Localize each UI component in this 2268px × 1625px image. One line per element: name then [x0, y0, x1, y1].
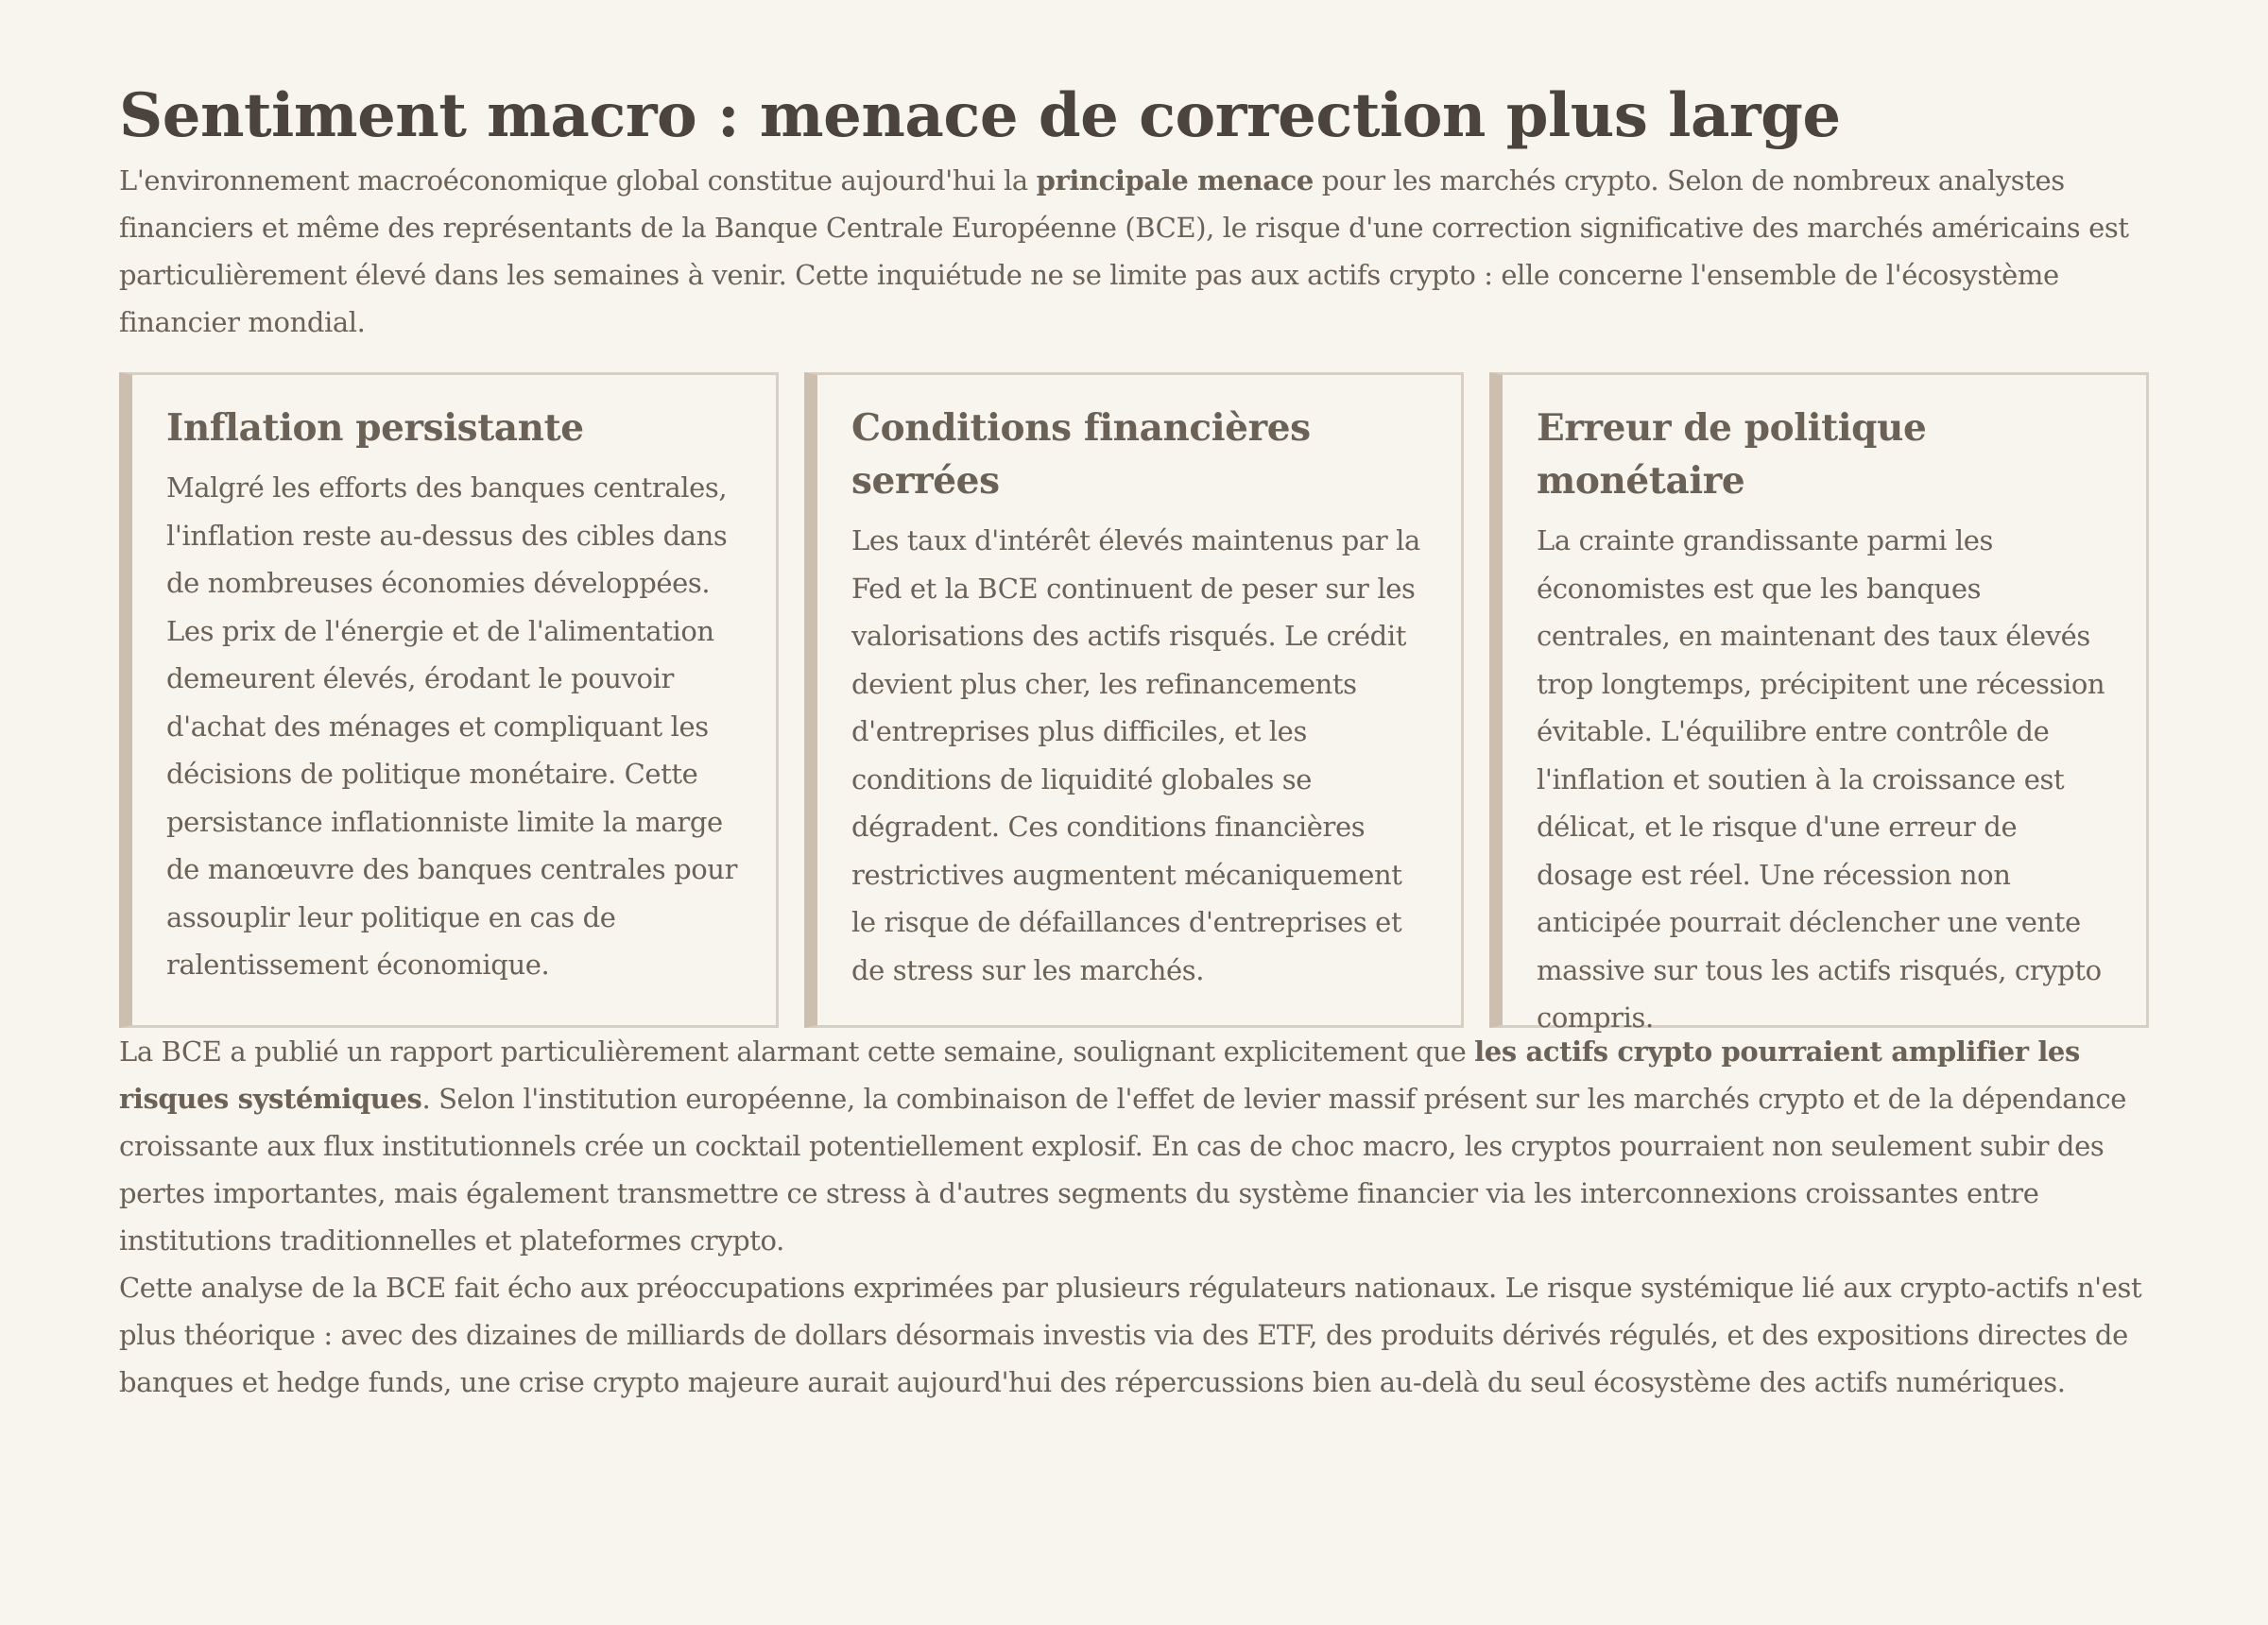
card-financial-conditions [804, 372, 1464, 1028]
intro-text-start: L'environnement macroéconomique global constitue aujourd'hui la [119, 164, 1037, 197]
card-title: Inflation persistante [166, 406, 584, 450]
risk-cards [119, 372, 2149, 1034]
page-title: Sentiment macro : menace de correction plus large [119, 80, 1841, 151]
bce-text-end: . Selon l'institution européenne, la combinaison de l'effet de levier massif présent sur les marchés crypto et de la dépendance croissante aux flux institutionnels crée un cocktail potentiellement explosif. En cas de choc macro, les cryptos pourraient non seulement subir des pertes importantes, mais également transmettre ce stress à d'autres segments du système financier via les interconnexions croissantes entre institutions traditionnelles et plateformes crypto. [119, 1083, 2126, 1257]
intro-emphasis: principale menace [1036, 164, 1314, 197]
bce-emphasis: les actifs crypto pourraient amplifier les risques systémiques [119, 1035, 2080, 1115]
bce-paragraph [119, 1028, 2149, 1264]
card-policy-error [1489, 372, 2149, 1034]
card-title: Erreur de politique monétaire [1537, 406, 1927, 503]
intro-paragraph [119, 157, 2149, 346]
closing-paragraph: Cette analyse de la BCE fait écho aux préoccupations exprimées par plusieurs régulateurs nationaux. Le risque systémique lié aux crypto-actifs n'est plus théorique : avec des dizaines de milliards de dollars désormais investis via des ETF, des produits dérivés régulés, et des expositions directes de banques et hedge funds, une crise crypto majeure aurait aujourd'hui des répercussions bien au-delà du seul écosystème des actifs numériques. [119, 1272, 2142, 1398]
card-text: Malgré les efforts des banques centrales, l'inflation reste au-dessus des cibles dans de nombreuses économies développées. Les prix de l'énergie et de l'alimentation demeurent élevés, érodant le pouvoir d'achat des ménages et compliquant les décisions de politique monétaire. Cette persistance inflationniste limite la marge de manœuvre des banques centrales pour assouplir leur politique en cas de ralentissement économique. [166, 471, 738, 981]
card-text: La crainte grandissante parmi les économistes est que les banques centrales, en maintenant des taux élevés trop longtemps, précipitent une récession évitable. L'équilibre entre contrôle de l'inflation et soutien à la croissance est délicat, et le risque d'une erreur de dosage est réel. Une récession non anticipée pourrait déclencher une vente massive sur tous les actifs risqués, crypto compris. [1537, 524, 2105, 1034]
bce-text-start: La BCE a publié un rapport particulièrement alarmant cette semaine, soulignant explicitement que [119, 1035, 1475, 1068]
card-title: Conditions financières serrées [851, 406, 1311, 503]
card-inflation [119, 372, 779, 1028]
intro-text-end: pour les marchés crypto. Selon de nombreux analystes financiers et même des représentants de la Banque Centrale Européenne (BCE), le risque d'une correction significative des marchés américains est particulièrement élevé dans les semaines à venir. Cette inquiétude ne se limite pas aux actifs crypto : elle concerne l'ensemble de l'écosystème financier mondial. [119, 164, 2129, 338]
card-text: Les taux d'intérêt élevés maintenus par la Fed et la BCE continuent de peser sur les valorisations des actifs risqués. Le crédit devient plus cher, les refinancements d'entreprises plus difficiles, et les conditions de liquidité globales se dégradent. Ces conditions financières restrictives augmentent mécaniquement le risque de défaillances d'entreprises et de stress sur les marchés. [851, 524, 1420, 986]
